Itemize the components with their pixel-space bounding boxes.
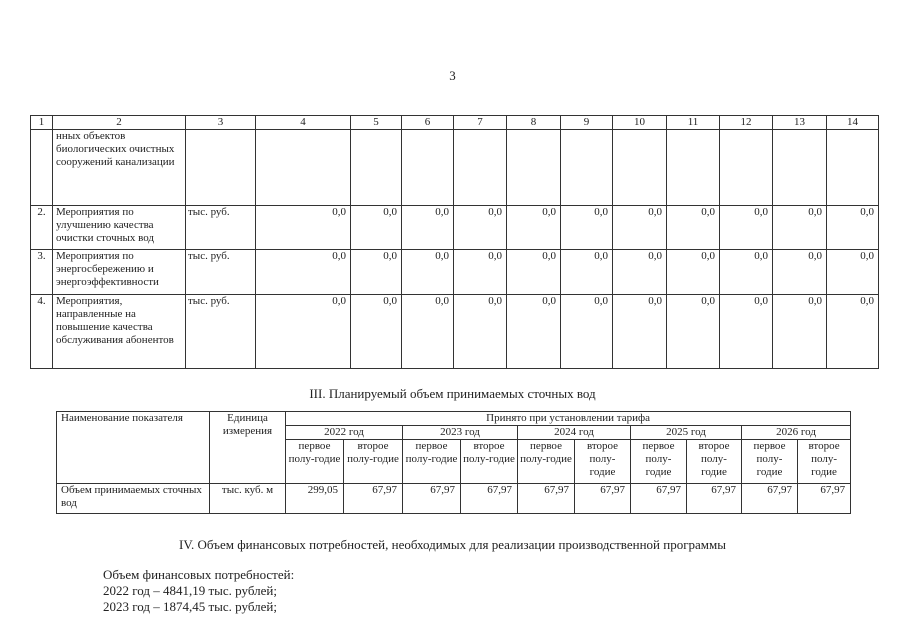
half-year-header: второе полу-годие [344, 440, 403, 484]
value-cell: 0,0 [454, 250, 507, 295]
value-cell: 0,0 [256, 250, 351, 295]
value-cell: 67,97 [461, 484, 518, 514]
value-cell: 299,05 [286, 484, 344, 514]
year-header: 2023 год [403, 426, 518, 440]
value-cell: 0,0 [613, 295, 667, 369]
value-cell: 67,97 [344, 484, 403, 514]
value-cell: 0,0 [827, 295, 879, 369]
value-cell: 0,0 [402, 250, 454, 295]
value-cell: 0,0 [773, 295, 827, 369]
table-row [31, 250, 879, 295]
value-cell: 67,97 [631, 484, 687, 514]
value-cell: 0,0 [351, 206, 402, 250]
table-row [57, 484, 851, 514]
value-cell: 0,0 [256, 206, 351, 250]
header-cell: 4 [256, 116, 351, 130]
year-header: 2026 год [742, 426, 851, 440]
value-cell: 0,0 [827, 206, 879, 250]
column-header-indicator: Наименование показателя [57, 412, 210, 484]
table-row [31, 295, 879, 369]
half-year-header: первое полу-годие [286, 440, 344, 484]
value-cell: 67,97 [518, 484, 575, 514]
row-name: Мероприятия по энергосбережению и энергоэффективности [53, 250, 186, 295]
header-cell: 2 [53, 116, 186, 130]
header-cell: 3 [186, 116, 256, 130]
value-cell: 0,0 [256, 295, 351, 369]
row-name: нных объектов биологических очистных сооружений канализации [53, 130, 186, 206]
header-cell: 7 [454, 116, 507, 130]
value-cell: 0,0 [402, 295, 454, 369]
value-cell: 0,0 [561, 206, 613, 250]
year-header: 2024 год [518, 426, 631, 440]
header-cell: 10 [613, 116, 667, 130]
value-cell: 67,97 [575, 484, 631, 514]
value-cell: 67,97 [687, 484, 742, 514]
header-cell: 8 [507, 116, 561, 130]
value-cell: 0,0 [720, 250, 773, 295]
value-cell: 0,0 [667, 295, 720, 369]
value-cell: 0,0 [720, 206, 773, 250]
row-name: Объем принимаемых сточных вод [57, 484, 210, 514]
row-index: 2. [31, 206, 53, 250]
value-cell: 0,0 [454, 206, 507, 250]
row-unit: тыс. руб. [186, 206, 256, 250]
financial-needs-line: 2023 год – 1874,45 тыс. рублей; [103, 599, 277, 614]
column-header-group: Принято при установлении тарифа [286, 412, 851, 426]
half-year-header: первое полу-годие [518, 440, 575, 484]
row-unit: тыс. руб. [186, 250, 256, 295]
page-number: 3 [449, 68, 456, 83]
half-year-header: первое полу-годие [403, 440, 461, 484]
row-name: Мероприятия, направленные на повышение качества обслуживания абонентов [53, 295, 186, 369]
row-unit: тыс. куб. м [210, 484, 286, 514]
table-header-row [57, 412, 851, 426]
half-year-header: второе полу-годие [575, 440, 631, 484]
table-row [31, 130, 879, 206]
financial-needs-line: 2022 год – 4841,19 тыс. рублей; [103, 583, 277, 598]
section-title-financial-needs: IV. Объем финансовых потребностей, необходимых для реализации производственной программы [179, 537, 726, 552]
header-cell: 14 [827, 116, 879, 130]
half-year-header: второе полу-годие [461, 440, 518, 484]
value-cell: 0,0 [561, 250, 613, 295]
half-year-header: первое полу-годие [631, 440, 687, 484]
header-cell: 13 [773, 116, 827, 130]
table-row [31, 206, 879, 250]
value-cell: 0,0 [613, 206, 667, 250]
year-header: 2022 год [286, 426, 403, 440]
value-cell: 0,0 [507, 295, 561, 369]
value-cell: 0,0 [613, 250, 667, 295]
header-cell: 5 [351, 116, 402, 130]
value-cell: 0,0 [773, 206, 827, 250]
column-header-unit: Единица измерения [210, 412, 286, 484]
value-cell: 0,0 [454, 295, 507, 369]
header-cell: 12 [720, 116, 773, 130]
section-title-wastewater-volume: III. Планируемый объем принимаемых сточных вод [309, 386, 596, 401]
measures-table [30, 115, 879, 369]
value-cell: 0,0 [667, 206, 720, 250]
table-header-row [31, 116, 879, 130]
value-cell: 67,97 [742, 484, 798, 514]
value-cell: 0,0 [561, 295, 613, 369]
value-cell: 0,0 [667, 250, 720, 295]
row-unit: тыс. руб. [186, 295, 256, 369]
half-year-header: первое полу-годие [742, 440, 798, 484]
value-cell: 67,97 [403, 484, 461, 514]
value-cell: 0,0 [773, 250, 827, 295]
row-index: 4. [31, 295, 53, 369]
half-year-header: второе полу-годие [687, 440, 742, 484]
value-cell: 0,0 [720, 295, 773, 369]
value-cell: 67,97 [798, 484, 851, 514]
value-cell: 0,0 [402, 206, 454, 250]
value-cell: 0,0 [827, 250, 879, 295]
value-cell: 0,0 [507, 206, 561, 250]
value-cell: 0,0 [507, 250, 561, 295]
financial-needs-line: Объем финансовых потребностей: [103, 567, 295, 582]
year-header: 2025 год [631, 426, 742, 440]
row-name: Мероприятия по улучшению качества очистки сточных вод [53, 206, 186, 250]
row-index: 3. [31, 250, 53, 295]
wastewater-volume-table [56, 411, 851, 514]
header-cell: 11 [667, 116, 720, 130]
header-cell: 6 [402, 116, 454, 130]
header-cell: 9 [561, 116, 613, 130]
half-year-header: второе полу-годие [798, 440, 851, 484]
value-cell: 0,0 [351, 295, 402, 369]
header-cell: 1 [31, 116, 53, 130]
value-cell: 0,0 [351, 250, 402, 295]
